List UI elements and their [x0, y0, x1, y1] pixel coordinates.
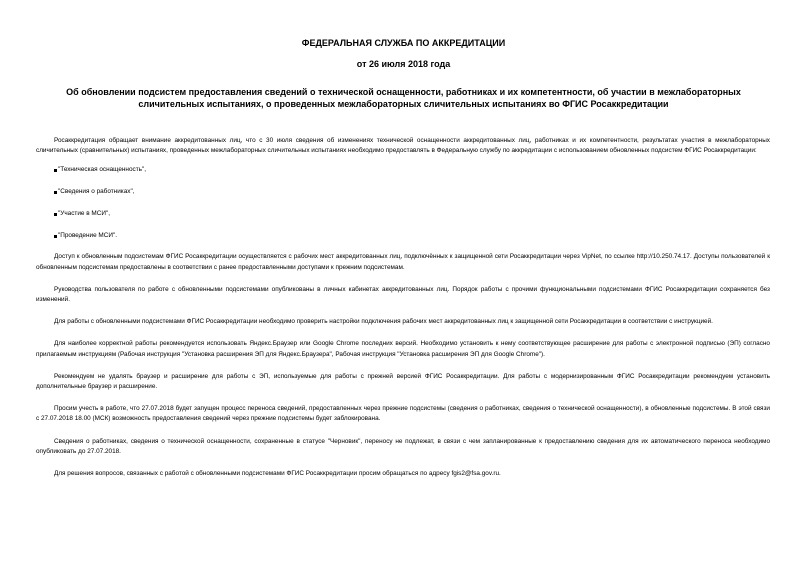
list-item — [36, 187, 770, 197]
list-item-text: "Проведение МСИ". — [58, 232, 117, 240]
paragraph-contact: Для решения вопросов, связанных с работой с обновленными подсистемами ФГИС Росаккредитации просим обращаться по адресу fgis2@fsa.gov.ru. — [54, 470, 501, 478]
paragraph-manuals: Руководства пользователя по работе с обновленными подсистемами опубликованы в личных кабинетах аккредитованных лиц. Порядок работы с прочими функциональными подсистемами ФГИС Росаккредитации сохраняется без изменений. — [36, 285, 770, 304]
bullet-icon — [54, 235, 57, 238]
document-title: Об обновлении подсистем предоставления сведений о технической оснащенности, работниках и их компетентности, об участии в межлабораторных сличительных испытаниях, о проведенных межлабораторных сличительных испытаниях во ФГИС Росаккредитации — [66, 87, 741, 109]
paragraph-transfer: Просим учесть в работе, что 27.07.2018 будет запущен процесс переноса сведений, предоставленных через прежние подсистемы (сведения о работниках, сведения о технической оснащенности), в обновленные подсистемы. В этой связи с 27.07.2018 18.00 (МСК) возможность предоставления сведений через прежние подсистемы будет заблокирована. — [36, 405, 770, 423]
list-item — [36, 165, 770, 175]
paragraph-settings: Для работы с обновленными подсистемами ФГИС Росаккредитации необходимо проверить настройки подключения рабочих мест аккредитованных лиц к защищенной сети Росаккредитации в соответствии с инструкцией. — [54, 318, 713, 326]
paragraph-access: Доступ к обновленным подсистемам ФГИС Росаккредитации осуществляется с рабочих мест аккредитованных лиц, подключённых к защищенной сети Росаккредитации через VipNet, по ссылке http://10.250.74.17. Доступы пользователей к обновленным подсистемам предоставлены в соответствии с ранее предоставленными доступами к прежним подсистемам. — [36, 253, 770, 271]
paragraph-drafts: Сведения о работниках, сведения о технической оснащенности, сохраненные в статусе "Черновик", переносу не подлежат, в связи с чем запланированные к предоставлению сведения для их автоматического переноса необходимо опубликовать до 27.07.2018. — [36, 437, 770, 455]
bullet-icon — [54, 169, 57, 172]
list-item-text: "Участие в МСИ", — [58, 210, 110, 218]
list-item — [36, 209, 770, 219]
bullet-icon — [54, 191, 57, 194]
organization-heading: ФЕДЕРАЛЬНАЯ СЛУЖБА ПО АККРЕДИТАЦИИ — [301, 38, 506, 48]
paragraph-browser: Для наиболее корректной работы рекомендуется использовать Яндекс.Браузер или Google Chrome последних версий. Необходимо установить к нему соответствующее расширение для работы с электронной подписью (ЭП) согласно прилагаемым инструкциям (Рабочая инструкция "Установка расширения ЭП для Яндекс.Браузера", Рабочая инструкция "Установка расширения ЭП для Google Chrome"). — [36, 340, 770, 358]
list-item — [36, 231, 770, 241]
list-item-text: "Сведения о работниках", — [58, 188, 135, 196]
document-date: от 26 июля 2018 года — [356, 59, 451, 69]
document-body — [36, 136, 770, 479]
intro-paragraph: Росаккредитация обращает внимание аккредитованных лиц, что с 30 июля сведения об изменениях технической оснащенности аккредитованных лиц, работниках и их компетентности, результатах участия в межлабораторных сличительных (сравнительных) испытаниях, проведенных межлабораторных сличительных испытаниях необходимо предоставлять в Федеральную службу по аккредитации с использованием обновленных подсистем ФГИС Росаккредитации: — [36, 137, 770, 155]
paragraph-recommendation: Рекомендуем не удалять браузер и расширение для работы с ЭП, используемые для работы с прежней версией ФГИС Росаккредитации. Для работы с модернизированным ФГИС Росаккредитации рекомендуем установить дополнительные браузер и расширение. — [36, 372, 770, 391]
bullet-icon — [54, 213, 57, 216]
subsystem-list — [36, 165, 770, 241]
list-item-text: "Техническая оснащенность", — [58, 166, 147, 174]
